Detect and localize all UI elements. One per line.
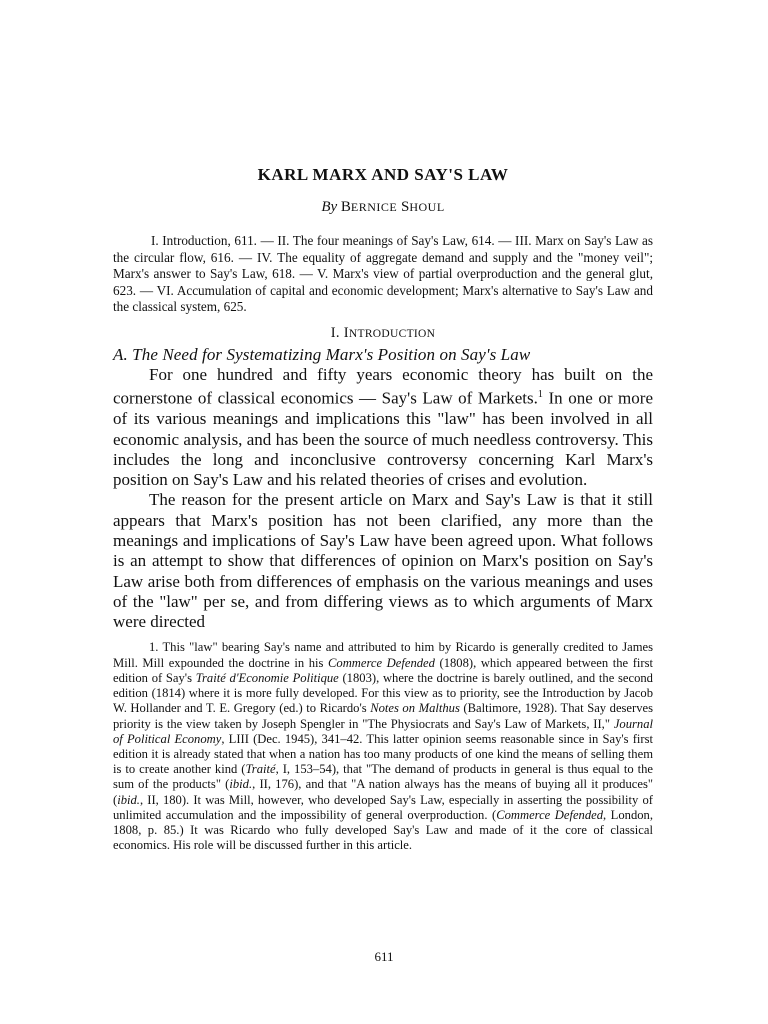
article-page — [113, 165, 653, 853]
author-last-rest: HOUL — [409, 200, 445, 214]
section-heading-initial: I — [343, 324, 349, 341]
section-heading-rest: NTRODUCTION — [348, 327, 436, 340]
article-title: KARL MARX AND SAY'S LAW — [257, 165, 509, 184]
author-first-initial: B — [340, 199, 351, 215]
footnote-1 — [113, 640, 653, 853]
footnote-text: (Baltimore, 1928). That Say deserves priority is the view taken by Joseph Spengler in "The Physiocrats and Say's Law of Markets, II," — [113, 701, 654, 731]
footnote-text: , II, 176), and that "A nation always has the means of buying all it produces" ( — [113, 777, 653, 807]
section-heading — [113, 325, 653, 345]
footnote-italic: Commerce Defended — [328, 655, 435, 670]
footnote-text: , II, 180). It was Mill, however, who developed Say's Law, especially in asserting the possibility of unlimited accumulation and the impossibility of general overproduction. ( — [113, 792, 653, 822]
subsection-heading: A. The Need for Systematizing Marx's Position on Say's Law — [113, 344, 531, 364]
page-number: 611 — [374, 949, 394, 964]
footnote-italic: Journal of Political Economy — [113, 716, 653, 746]
footnote-text: 1. This "law" bearing Say's name and attributed to him by Ricardo is generally credited to James Mill. Mill expounded the doctrine in his — [113, 640, 653, 670]
paragraph-1-text-a: For one hundred and fifty years economic theory has built on the cornerstone of classical economics — Say's Law of Markets. — [113, 364, 653, 408]
footnote-italic: Traité — [245, 762, 276, 777]
footnote-text: , I, 153–54), that "The demand of products in general is thus equal to the sum of the products" ( — [113, 762, 653, 792]
byline-prefix: By — [321, 199, 338, 215]
footnote-text: , London, 1808, p. 85.) It was Ricardo who fully developed Say's Law and made of it the core of classical economics. His role will be discussed further in this article. — [113, 807, 653, 853]
footnote-text: (1803), where the doctrine is barely outlined, and the second edition (1814) where it is more fully developed. For this view as to priority, see the Introduction by Jacob W. Hollander and T. E. Gregory (ed.) to Ricardo's — [113, 670, 653, 716]
author-first-rest: ERNICE — [350, 200, 398, 214]
footnote-text: , LIII (Dec. 1945), 341–42. This latter opinion seems reasonable since in Say's first edition it is already stated that when a nation has too many products of one kind the means of selling them is to create another kind ( — [113, 731, 653, 777]
footnote-italic: ibid. — [229, 777, 253, 792]
footnote-reference: 1 — [537, 389, 543, 401]
footnote-italic: Commerce Defended — [496, 807, 604, 822]
author-name — [341, 199, 445, 215]
table-of-contents: I. Introduction, 611. — II. The four meanings of Say's Law, 614. — III. Marx on Say's Law as the circular flow, 616. — IV. The equality of aggregate demand and supply and the "money veil"; Marx's answer to Say's Law, 618. — V. Marx's view of partial overproduction and the general glut, 623. — VI. Accumulation of capital and economic development; Marx's alternative to Say's Law and the classical system, 625. — [113, 233, 653, 315]
footnote-italic: Traité d'Economie Politique — [195, 670, 339, 685]
footnote-italic: Notes on Malthus — [370, 701, 460, 716]
section-numeral: I. — [330, 324, 340, 341]
footnote-text: (1808), which appeared between the first edition of Say's — [113, 655, 653, 685]
paragraph-1 — [113, 365, 653, 490]
paragraph-1-text-b: In one or more of its various meanings and implications this "law" has been involved in all economic analysis, and has been the source of much needless controversy. This includes the long and inconclusive controversy concerning Karl Marx's position on Say's Law and his related theories of crises and evolution. — [113, 388, 653, 490]
paragraph-2: The reason for the present article on Marx and Say's Law is that it still appears that Marx's position has not been clarified, any more than the meanings and implications of Say's Law have been agreed upon. What follows is an attempt to show that differences of opinion on Marx's position on Say's Law arise both from differences of emphasis on the various meanings and uses of the "law" per se, and from differing views as to which arguments of Marx were directed — [113, 490, 653, 632]
author-last-initial: S — [401, 199, 410, 215]
footnote-italic: ibid. — [117, 792, 140, 807]
author-byline — [113, 199, 653, 221]
